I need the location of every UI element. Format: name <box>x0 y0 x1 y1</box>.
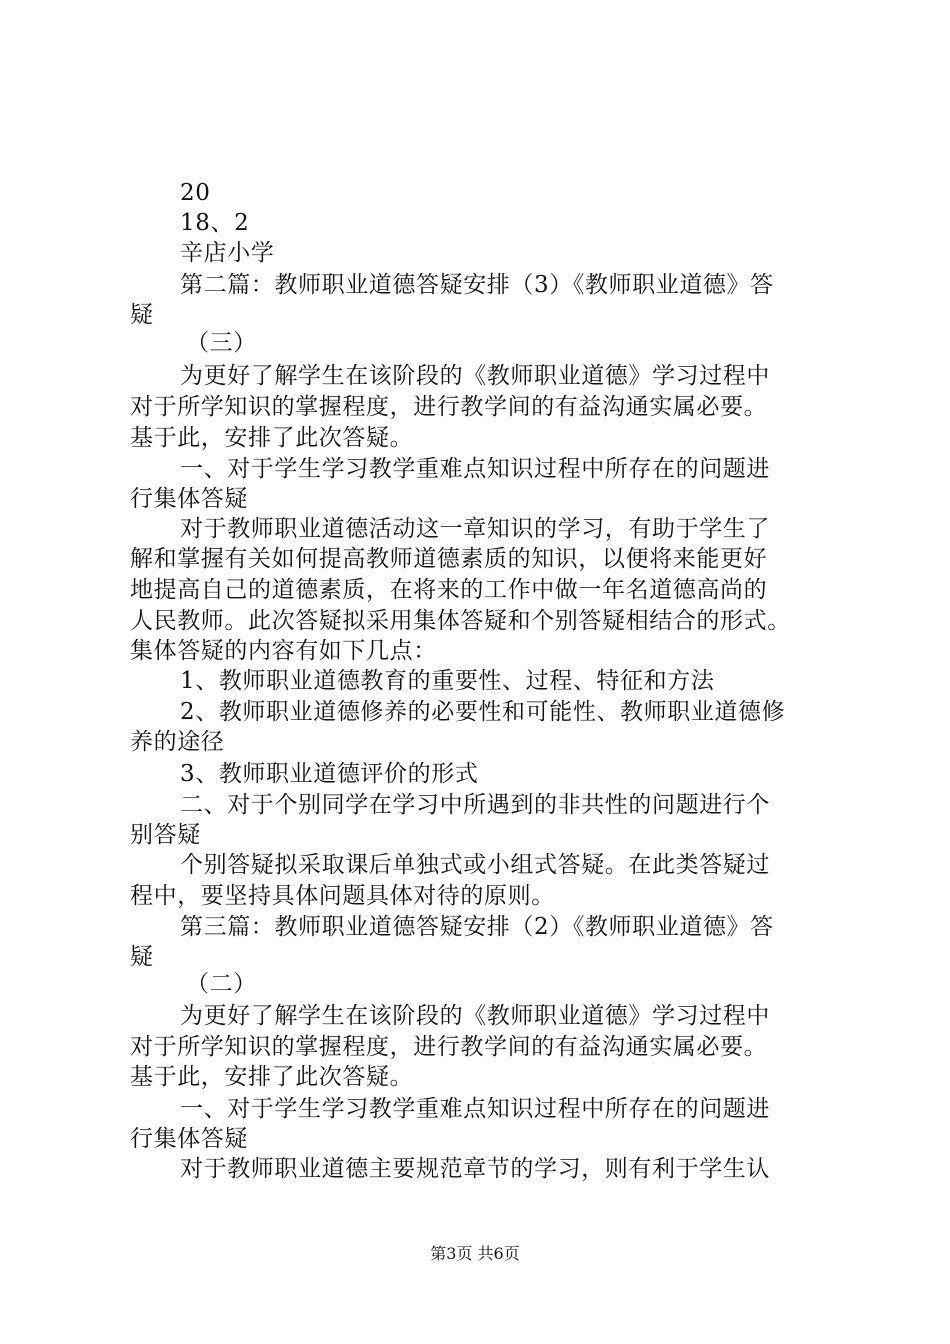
paragraph-line: 为更好了解学生在该阶段的《教师职业道德》学习过程中 <box>180 1003 770 1029</box>
item-heading-one: 一、对于学生学习教学重难点知识过程中所存在的问题进 <box>180 1096 770 1122</box>
paragraph-line: 集体答疑的内容有如下几点： <box>130 638 437 664</box>
subheading-three: （三） <box>186 330 257 356</box>
text-line-year-part1: 20 <box>180 180 211 206</box>
section-heading-part2-cont: 疑 <box>130 302 154 328</box>
page-number-footer: 第3页 共6页 <box>430 1244 520 1263</box>
item-heading-two-cont: 别答疑 <box>130 822 201 848</box>
list-item-2: 2、教师职业道德修养的必要性和可能性、教师职业道德修 <box>180 699 786 725</box>
text-line-year-part2: 18、2 <box>180 210 250 236</box>
list-item-2-cont: 养的途径 <box>130 729 225 755</box>
paragraph-line: 基于此，安排了此次答疑。 <box>130 1064 414 1090</box>
subheading-two: （二） <box>186 971 257 997</box>
paragraph-line: 对于教师职业道德主要规范章节的学习，则有利于学生认 <box>180 1156 770 1182</box>
section-heading-part2: 第二篇：教师职业道德答疑安排（3）《教师职业道德》答 <box>180 272 774 298</box>
paragraph-line: 程中，要坚持具体问题具体对待的原则。 <box>130 883 555 909</box>
item-heading-one-cont: 行集体答疑 <box>130 486 248 512</box>
item-heading-one-cont: 行集体答疑 <box>130 1126 248 1152</box>
paragraph-line: 个别答疑拟采取课后单独式或小组式答疑。在此类答疑过 <box>180 852 770 878</box>
section-heading-part3: 第三篇：教师职业道德答疑安排（2）《教师职业道德》答 <box>180 914 774 940</box>
paragraph-line: 为更好了解学生在该阶段的《教师职业道德》学习过程中 <box>180 363 770 389</box>
paragraph-line: 基于此，安排了此次答疑。 <box>130 425 414 451</box>
paragraph-line: 解和掌握有关如何提高教师道德素质的知识，以便将来能更好 <box>130 546 768 572</box>
item-heading-one: 一、对于学生学习教学重难点知识过程中所存在的问题进 <box>180 456 770 482</box>
list-item-3: 3、教师职业道德评价的形式 <box>180 761 479 787</box>
paragraph-line: 人民教师。此次答疑拟采用集体答疑和个别答疑相结合的形式。 <box>130 608 791 634</box>
list-item-1: 1、教师职业道德教育的重要性、过程、特征和方法 <box>180 668 715 694</box>
paragraph-line: 对于教师职业道德活动这一章知识的学习，有助于学生了 <box>180 516 770 542</box>
text-line-school: 辛店小学 <box>180 240 275 266</box>
paragraph-line: 地提高自己的道德素质，在将来的工作中做一年名道德高尚的 <box>130 577 768 603</box>
item-heading-two: 二、对于个别同学在学习中所遇到的非共性的问题进行个 <box>180 792 770 818</box>
section-heading-part3-cont: 疑 <box>130 944 154 970</box>
paragraph-line: 对于所学知识的掌握程度，进行教学间的有益沟通实属必要。 <box>130 394 768 420</box>
paragraph-line: 对于所学知识的掌握程度，进行教学间的有益沟通实属必要。 <box>130 1034 768 1060</box>
